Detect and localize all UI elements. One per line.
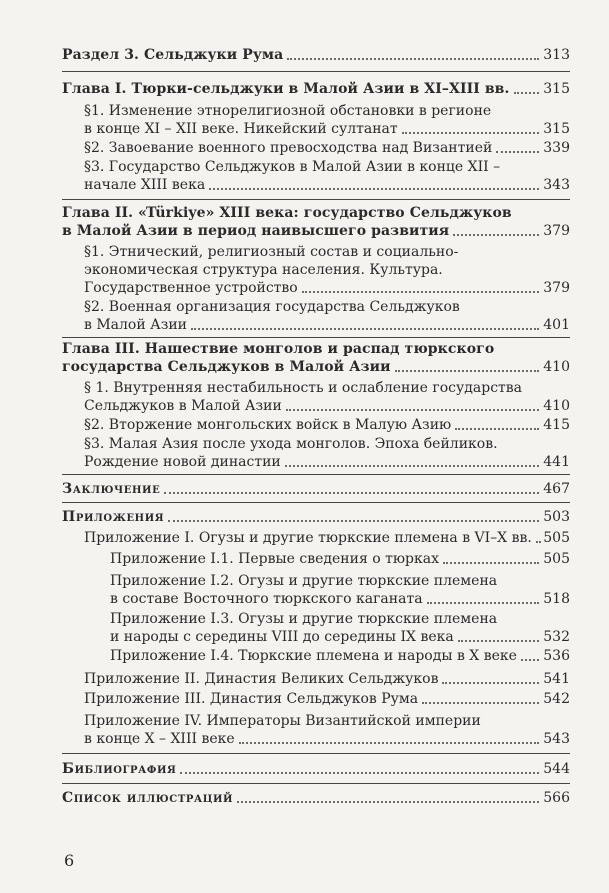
toc-page-number: 401 [543, 317, 570, 333]
page-number: 6 [64, 851, 75, 870]
toc-entry-title: §2. Завоевание военного превосходства над Византией [84, 140, 493, 156]
separator-line [62, 337, 570, 338]
toc-page-number: 544 [543, 761, 570, 777]
toc-page-number: 313 [543, 47, 570, 63]
toc-page-number: 543 [543, 731, 570, 747]
toc-entry-title: Приложение I. Огузы и другие тюркские племена в VI–X вв. [84, 530, 532, 546]
toc-page-number: 410 [543, 359, 570, 375]
dot-leader [180, 772, 539, 774]
dot-leader [168, 520, 539, 522]
separator-line [62, 753, 570, 754]
toc-page-number: 343 [543, 177, 570, 193]
toc-page-number: 536 [543, 648, 570, 664]
dot-leader [209, 188, 539, 190]
toc-page-number: 339 [543, 140, 570, 156]
toc-page-number: 315 [543, 81, 570, 97]
toc-entry-ch3-s1[interactable] [62, 397, 570, 415]
toc-page-number: 566 [543, 790, 570, 806]
toc-entry-ch3-s1-line1[interactable]: § 1. Внутренняя нестабильность и ослабление государства [84, 380, 523, 396]
toc-entry-ch2-s2-line1[interactable]: §2. Военная организация государства Сельджуков [84, 299, 460, 315]
toc-page-number: 379 [543, 223, 570, 239]
dot-leader [395, 370, 540, 372]
toc-entry-appendix1[interactable] [62, 529, 570, 547]
toc-page-number: 441 [543, 454, 570, 470]
toc-entry-ch2-s2[interactable] [62, 316, 570, 334]
toc-page-number: 541 [543, 671, 570, 687]
toc-page-number: 315 [543, 121, 570, 137]
toc-entry-illustrations[interactable] [62, 789, 570, 807]
dot-leader [455, 428, 539, 430]
toc-entry-ch1-s2[interactable] [62, 139, 570, 157]
toc-entry-appendix1-1[interactable] [62, 550, 570, 568]
dot-leader [442, 682, 539, 684]
toc-entry-title: Приложения [62, 509, 165, 525]
toc-entry-title: Приложение III. Династия Сельджуков Рума [84, 691, 419, 707]
toc-entry-title: в конце X – XIII веке [84, 731, 235, 747]
toc-entry-chapter1[interactable] [62, 80, 570, 98]
separator-line [62, 502, 570, 503]
toc-page-number: 415 [543, 417, 570, 433]
separator-line [62, 783, 570, 784]
toc-entry-ch1-s3-line1[interactable]: §3. Государство Сельджуков в Малой Азии в конце XII – [84, 159, 501, 175]
dot-leader [422, 702, 539, 704]
toc-page-number: 505 [543, 530, 570, 546]
dot-leader [496, 151, 539, 153]
toc-page-number: 503 [543, 509, 570, 525]
dot-leader [536, 541, 539, 543]
toc-entry-conclusion[interactable] [62, 480, 570, 498]
toc-entry-title: и народы с середины VIII до середины IX века [110, 629, 454, 645]
dot-leader [286, 409, 539, 411]
toc-entry-title: Государственное устройство [84, 280, 298, 296]
separator-line [62, 199, 570, 200]
toc-entry-appendix3[interactable] [62, 690, 570, 708]
toc-entry-title: Раздел 3. Сельджуки Рума [62, 47, 284, 63]
toc-page-number: 518 [543, 591, 570, 607]
toc-entry-title: начале XIII века [84, 177, 206, 193]
toc-entry-ch2-s1-line2[interactable]: экономическая структура населения. Культура. [84, 262, 443, 278]
toc-entry-title: государства Сельджуков в Малой Азии [62, 359, 391, 375]
toc-entry-appendix1-3-line1[interactable]: Приложение I.3. Огузы и другие тюркские племена [110, 611, 498, 627]
toc-entry-title: Приложение II. Династия Великих Сельджуков [84, 671, 439, 687]
toc-entry-ch2-line1[interactable]: Глава II. «Türkiye» XIII века: государство Сельджуков [62, 205, 512, 221]
toc-page-number: 505 [543, 551, 570, 567]
dot-leader [443, 562, 539, 564]
toc-entry-title: Приложение I.4. Тюркские племена и народы в X веке [110, 648, 517, 664]
toc-entry-title: в Малой Азии в период наивысшего развития [62, 223, 450, 239]
dot-leader [237, 801, 539, 803]
dot-leader [239, 742, 540, 744]
dot-leader [521, 659, 539, 661]
toc-entry-title: в Малой Азии [84, 317, 188, 333]
dot-leader [453, 234, 539, 236]
toc-entry-ch3-s3-line1[interactable]: §3. Малая Азия после ухода монголов. Эпоха бейликов. [84, 436, 498, 452]
toc-entry-title: в конце XI – XII веке. Никейский султанат [84, 121, 398, 137]
toc-entry-appendix2[interactable] [62, 670, 570, 688]
toc-entry-ch3-line1[interactable]: Глава III. Нашествие монголов и распад тюркского [62, 341, 495, 357]
toc-page-number: 379 [543, 280, 570, 296]
toc-entry-chapter3[interactable] [62, 358, 570, 376]
toc-entry-ch1-s1-line1[interactable]: §1. Изменение этнорелигиозной обстановки в регионе [84, 103, 492, 119]
toc-entry-appendices[interactable] [62, 508, 570, 526]
toc-entry-appendix1-2-line1[interactable]: Приложение I.2. Огузы и другие тюркские племена [110, 573, 498, 589]
toc-page-number: 532 [543, 629, 570, 645]
toc-entry-ch1-s3[interactable] [62, 176, 570, 194]
toc-entry-title: Рождение новой династии [84, 454, 281, 470]
toc-entry-bibliography[interactable] [62, 760, 570, 778]
dot-leader [427, 602, 540, 604]
toc-entry-title: Заключение [62, 481, 161, 497]
dot-leader [191, 328, 539, 330]
toc-page-number: 467 [543, 481, 570, 497]
toc-entry-section3[interactable] [62, 46, 570, 64]
dot-leader [458, 640, 540, 642]
dot-leader [287, 58, 539, 60]
toc-entry-ch2-s1[interactable] [62, 279, 570, 297]
toc-entry-chapter2[interactable] [62, 222, 570, 240]
toc-entry-ch1-s1[interactable] [62, 120, 570, 138]
toc-entry-title: Глава I. Тюрки-сельджуки в Малой Азии в XI–XIII вв. [62, 81, 510, 97]
toc-entry-ch2-s1-line1[interactable]: §1. Этнический, религиозный состав и социально- [84, 244, 459, 260]
dot-leader [514, 92, 540, 94]
toc-entry-appendix1-4[interactable] [62, 647, 570, 665]
toc-entry-title: Приложение I.1. Первые сведения о тюрках [110, 551, 440, 567]
toc-page-number: 410 [543, 398, 570, 414]
dot-leader [302, 291, 540, 293]
toc-entry-appendix1-3[interactable] [62, 628, 570, 646]
toc-entry-title: Список иллюстраций [62, 790, 234, 806]
toc-entry-title: Библиография [62, 761, 177, 777]
toc-entry-appendix4[interactable] [62, 730, 570, 748]
toc-entry-title: Сельджуков в Малой Азии [84, 398, 282, 414]
toc-entry-appendix1-2[interactable] [62, 590, 570, 608]
toc-entry-appendix4-line1[interactable]: Приложение IV. Императоры Византийской империи [84, 713, 481, 729]
toc-entry-ch3-s3[interactable] [62, 453, 570, 471]
toc-page-number: 542 [543, 691, 570, 707]
dot-leader [285, 465, 540, 467]
toc-entry-title: в составе Восточного тюркского каганата [110, 591, 423, 607]
toc-entry-ch3-s2[interactable] [62, 416, 570, 434]
separator-line [62, 71, 570, 72]
toc-entry-title: §2. Вторжение монгольских войск в Малую Азию [84, 417, 452, 433]
dot-leader [402, 132, 540, 134]
dot-leader [164, 492, 539, 494]
separator-line [62, 474, 570, 475]
